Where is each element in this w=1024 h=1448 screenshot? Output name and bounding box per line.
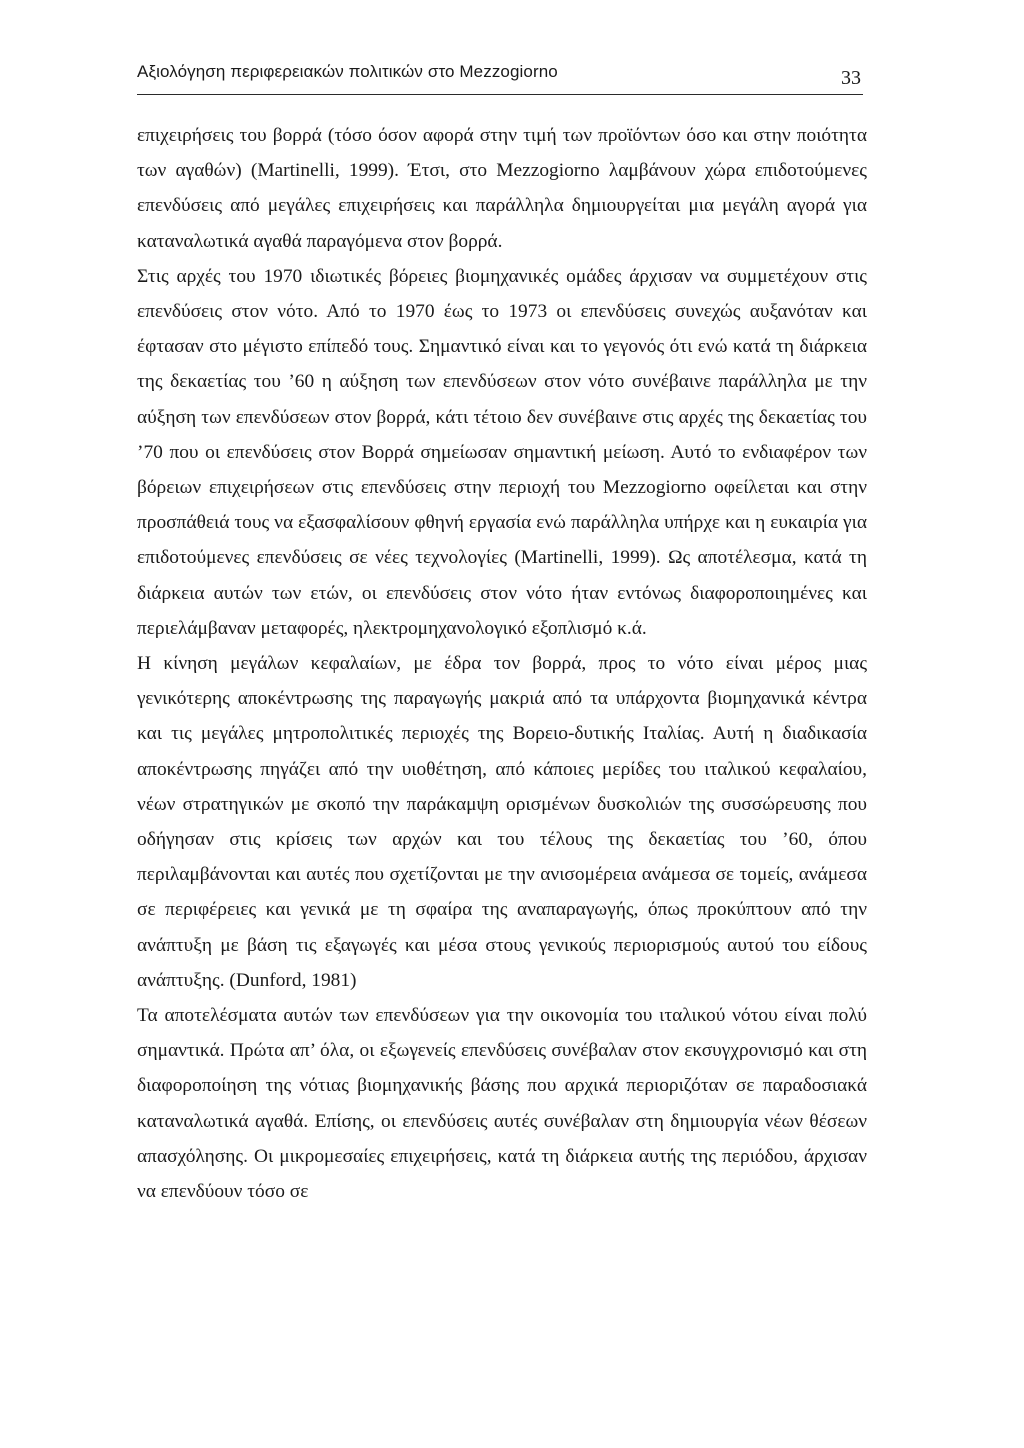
running-header [137, 60, 863, 95]
paragraph-2: Στις αρχές του 1970 ιδιωτικές βόρειες βιομηχανικές ομάδες άρχισαν να συμμετέχουν στις επενδύσεις στον νότο. Από το 1970 έως το 1973 οι επενδύσεις συνεχώς αυξανόταν και έφτασαν στο μέγιστο επίπεδό τους. Σημαντικό είναι και το γεγονός ότι ενώ κατά τη διάρκεια της δεκαετίας του ’60 η αύξηση των επενδύσεων στον νότο συνέβαινε παράλληλα με την αύξηση των επενδύσεων στον βορρά, κάτι τέτοιο δεν συνέβαινε στις αρχές της δεκαετίας του ’70 που οι επενδύσεις στον Βορρά σημείωσαν σημαντική μείωση. Αυτό το ενδιαφέρον των βόρειων επιχειρήσεων στις επενδύσεις στην περιοχή του Mezzogiorno οφείλεται και στην προσπάθειά τους να εξασφαλίσουν φθηνή εργασία ενώ παράλληλα υπήρχε και η ευκαιρία για επιδοτούμενες επενδύσεις σε νέες τεχνολογίες (Martinelli, 1999). Ως αποτέλεσμα, κατά τη διάρκεια αυτών των ετών, οι επενδύσεις στον νότο ήταν εντόνως διαφοροποιημένες και περιελάμβαναν μεταφορές, ηλεκτρομηχανολογικό εξοπλισμό κ.ά. [137, 265, 867, 639]
body-text [137, 118, 867, 1209]
paragraph-3: Η κίνηση μεγάλων κεφαλαίων, με έδρα τον βορρά, προς το νότο είναι μέρος μιας γενικότερης αποκέντρωσης της παραγωγής μακριά από τα υπάρχοντα βιομηχανικά κέντρα και τις μεγάλες μητροπολιτικές περιοχές της Βορειο-δυτικής Ιταλίας. Αυτή η διαδικασία αποκέντρωσης πηγάζει από την υιοθέτηση, από κάποιες μερίδες του ιταλικού κεφαλαίου, νέων στρατηγικών με σκοπό την παράκαμψη ορισμένων δυσκολιών της συσσώρευσης που οδήγησαν στις κρίσεις των αρχών και του τέλους της δεκαετίας του ’60, όπου περιλαμβάνονται και αυτές που σχετίζονται με την ανισομέρεια ανάμεσα σε τομείς, ανάμεσα σε περιφέρειες και γενικά με τη σφαίρα της αναπαραγωγής, όπως προκύπτουν από την ανάπτυξη με βάση τις εξαγωγές και μέσα στους γενικούς περιορισμούς αυτού του είδους ανάπτυξης. (Dunford, 1981) [137, 653, 867, 991]
header-title: Αξιολόγηση περιφερειακών πολιτικών στο Mezzogiorno [137, 62, 558, 81]
paragraph-4: Τα αποτελέσματα αυτών των επενδύσεων για την οικονομία του ιταλικού νότου είναι πολύ σημαντικά. Πρώτα απ’ όλα, οι εξωγενείς επενδύσεις συνέβαλαν στον εκσυγχρονισμό και στη διαφοροποίηση της νότιας βιομηχανικής βάσης που αρχικά περιοριζόταν σε παραδοσιακά καταναλωτικά αγαθά. Επίσης, οι επενδύσεις αυτές συνέβαλαν στη δημιουργία νέων θέσεων απασχόλησης. Οι μικρομεσαίες επιχειρήσεις, κατά τη διάρκεια αυτής της περιόδου, άρχισαν να επενδύουν τόσο σε [137, 1005, 867, 1203]
page-number: 33 [841, 67, 861, 89]
paragraph-1: επιχειρήσεις του βορρά (τόσο όσον αφορά στην τιμή των προϊόντων όσο και στην ποιότητα των αγαθών) (Martinelli, 1999). Έτσι, στο Mezzogiorno λαμβάνουν χώρα επιδοτούμενες επενδύσεις από μεγάλες επιχειρήσεις και παράλληλα δημιουργείται μια μεγάλη αγορά για καταναλωτικά αγαθά παραγόμενα στον βορρά. [137, 125, 867, 252]
